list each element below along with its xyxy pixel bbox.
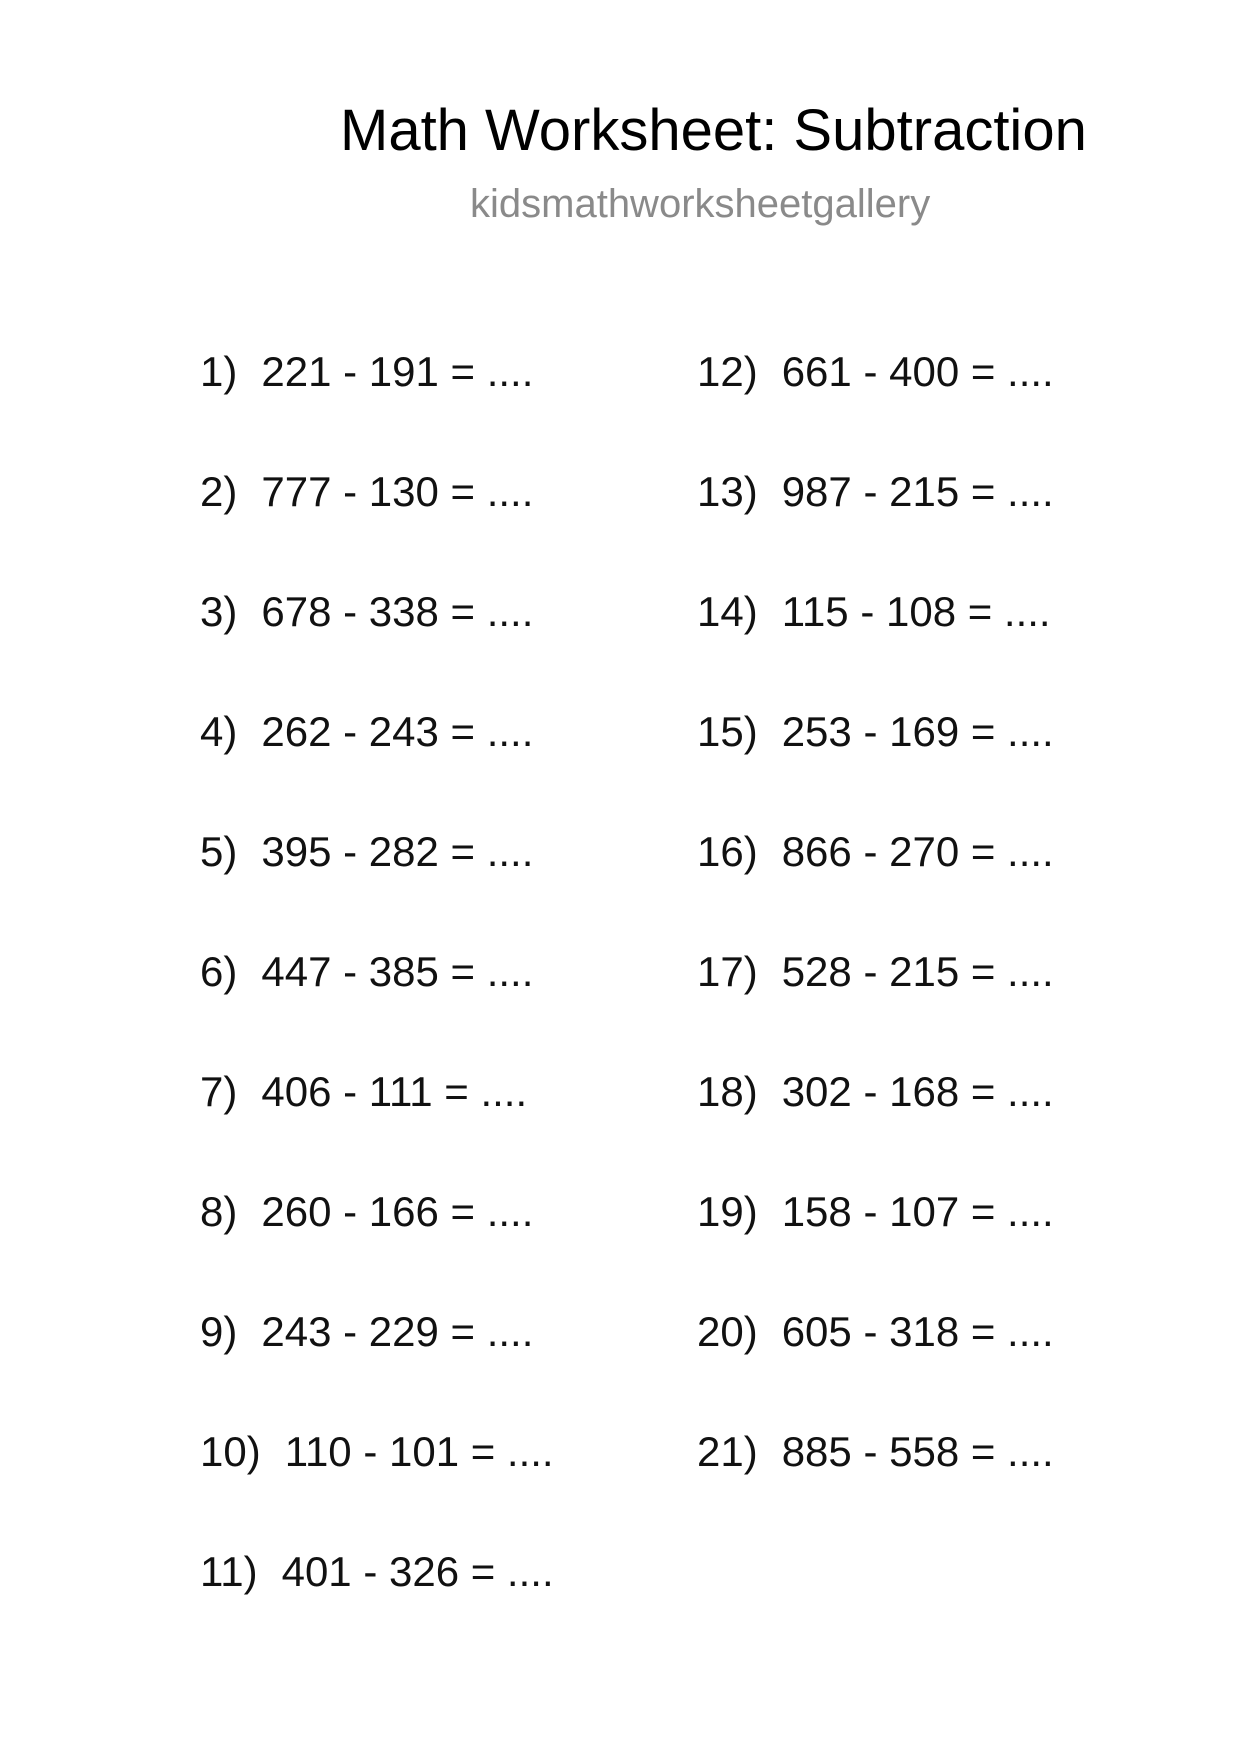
- problem-item: [200, 465, 533, 519]
- problem-expression: 605 - 318 = ....: [781, 1308, 1054, 1355]
- problem-item: [697, 585, 1051, 639]
- problem-item: [200, 1065, 527, 1119]
- problem-item: [200, 825, 533, 879]
- problem-expression: 253 - 169 = ....: [781, 708, 1054, 755]
- problem-expression: 395 - 282 = ....: [261, 828, 534, 875]
- problem-number: 20): [697, 1308, 758, 1355]
- problem-item: [697, 945, 1054, 999]
- problem-expression: 777 - 130 = ....: [261, 468, 534, 515]
- problem-number: 6): [200, 948, 238, 995]
- problem-item: [200, 1305, 533, 1359]
- problem-expression: 302 - 168 = ....: [781, 1068, 1054, 1115]
- problem-item: [200, 705, 533, 759]
- problem-expression: 678 - 338 = ....: [261, 588, 534, 635]
- problem-number: 12): [697, 348, 758, 395]
- problem-expression: 221 - 191 = ....: [261, 348, 534, 395]
- problem-item: [200, 1185, 533, 1239]
- problem-expression: 661 - 400 = ....: [781, 348, 1054, 395]
- problem-item: [697, 465, 1054, 519]
- problem-item: [200, 1425, 554, 1479]
- problem-expression: 866 - 270 = ....: [781, 828, 1054, 875]
- problem-number: 19): [697, 1188, 758, 1235]
- problem-number: 7): [200, 1068, 238, 1115]
- problem-expression: 528 - 215 = ....: [781, 948, 1054, 995]
- problem-item: [200, 945, 533, 999]
- problem-number: 1): [200, 348, 238, 395]
- problem-item: [697, 1065, 1054, 1119]
- problem-number: 4): [200, 708, 238, 755]
- problem-expression: 158 - 107 = ....: [781, 1188, 1054, 1235]
- problem-expression: 885 - 558 = ....: [781, 1428, 1054, 1475]
- problem-item: [697, 825, 1054, 879]
- problem-number: 17): [697, 948, 758, 995]
- problem-number: 14): [697, 588, 758, 635]
- problem-expression: 243 - 229 = ....: [261, 1308, 534, 1355]
- problem-item: [697, 345, 1054, 399]
- problem-item: [697, 705, 1054, 759]
- problem-expression: 447 - 385 = ....: [261, 948, 534, 995]
- problem-item: [697, 1305, 1054, 1359]
- problem-number: 2): [200, 468, 238, 515]
- problem-item: [200, 585, 533, 639]
- problem-expression: 987 - 215 = ....: [781, 468, 1054, 515]
- problem-expression: 260 - 166 = ....: [261, 1188, 534, 1235]
- problem-number: 9): [200, 1308, 238, 1355]
- problem-expression: 262 - 243 = ....: [261, 708, 534, 755]
- source-label: kidsmathworksheetgallery: [470, 182, 931, 226]
- problem-item: [200, 1545, 554, 1599]
- problem-expression: 401 - 326 = ....: [281, 1548, 554, 1595]
- problem-number: 18): [697, 1068, 758, 1115]
- page-title: Math Worksheet: Subtraction: [340, 98, 1087, 163]
- problem-expression: 115 - 108 = ....: [781, 588, 1051, 635]
- problem-number: 5): [200, 828, 238, 875]
- problem-item: [697, 1425, 1054, 1479]
- problem-item: [697, 1185, 1054, 1239]
- problem-item: [200, 345, 533, 399]
- problem-number: 8): [200, 1188, 238, 1235]
- problem-number: 3): [200, 588, 238, 635]
- problem-number: 16): [697, 828, 758, 875]
- problem-number: 21): [697, 1428, 758, 1475]
- problem-number: 11): [200, 1548, 258, 1595]
- problem-number: 10): [200, 1428, 261, 1475]
- problem-number: 15): [697, 708, 758, 755]
- problem-expression: 406 - 111 = ....: [261, 1068, 528, 1115]
- problem-number: 13): [697, 468, 758, 515]
- problem-expression: 110 - 101 = ....: [284, 1428, 554, 1475]
